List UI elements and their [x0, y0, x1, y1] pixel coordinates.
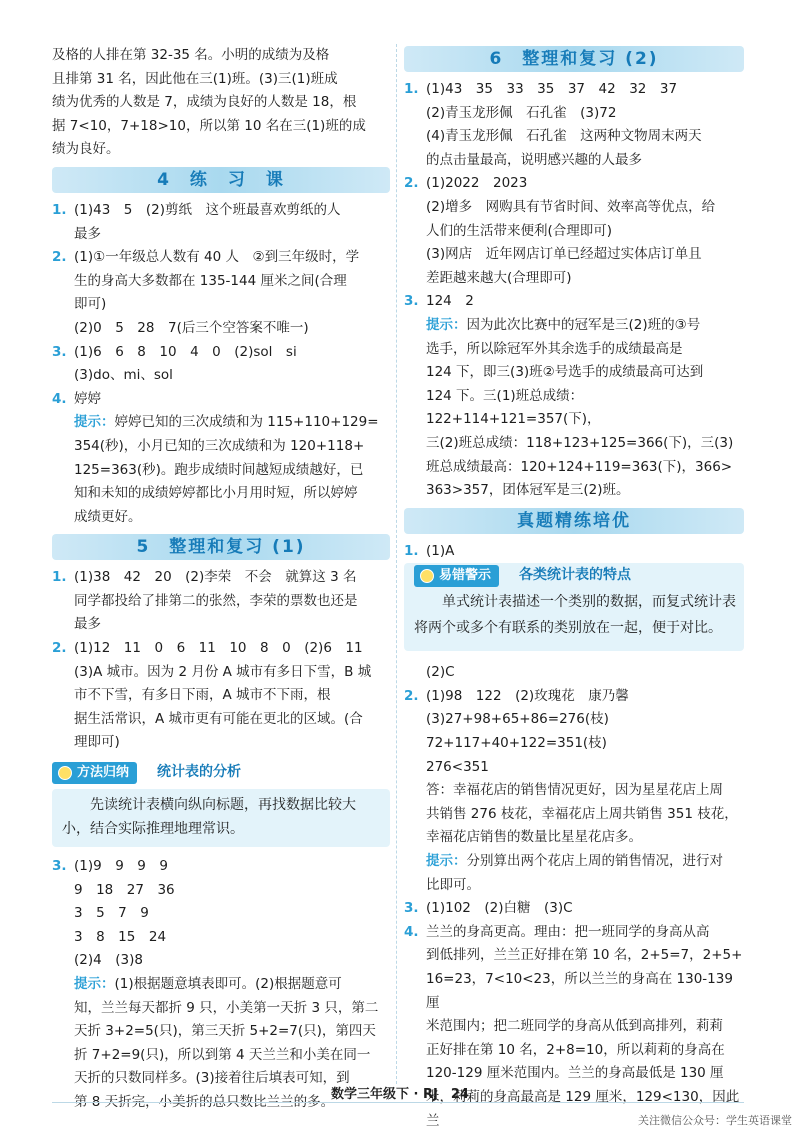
text-line: 婷婷已知的三次成绩和为 115+110+129=: [114, 414, 379, 431]
text-line: 第 8 天折完，小美折的总只数比兰兰的多。: [74, 1093, 335, 1110]
method-summary-header: [52, 761, 390, 785]
hint-label: 提示：: [426, 853, 467, 870]
text-line: (1)98 122 (2)玫瑰花 康乃馨: [426, 687, 629, 704]
text-line: 答：幸福花店的销售情况更好，因为星星花店上周: [426, 782, 723, 799]
text-line: 共销售 276 枝花，幸福花店上周共销售 351 枝花，: [426, 805, 738, 822]
column-separator: [396, 44, 397, 1084]
common-mistake-label: 易错警示: [439, 568, 492, 584]
text-line: 天折 3+2=5(只)，第三天折 5+2=7(只)，第四天: [74, 1023, 376, 1040]
text-line: 且排第 31 名，因此他在三(1)班。(3)三(1)班成: [52, 70, 338, 87]
text-line: (2)增多 网购具有节省时间、效率高等优点，给: [426, 198, 716, 215]
text-line: (1)43 35 33 35 37 42 32 37: [426, 81, 678, 97]
footer-divider: [52, 1102, 744, 1103]
text-line: 16=23，7<10<23，所以兰兰的身高在 130-139 厘: [426, 971, 733, 1011]
hint-block: [52, 411, 390, 529]
text-line: 三(2)班总成绩：118+123+125=366(下)，三(3): [426, 434, 734, 451]
question-3: [404, 897, 744, 921]
text-line: 理即可): [74, 734, 120, 751]
text-line: 9 18 27 36: [74, 881, 175, 898]
lightbulb-icon: [58, 766, 72, 780]
text-line: (3)网店 近年网店订单已经超过实体店订单且: [426, 246, 702, 263]
question-1: [52, 199, 390, 246]
text-line: (1)38 42 20 (2)李荣 不会 就算这 3 名: [74, 569, 357, 586]
text-line: 及格的人排在第 32-35 名。小明的成绩为及格: [52, 47, 330, 63]
question-1: [404, 78, 744, 172]
section-practice-title: 真题精练培优: [404, 508, 744, 534]
method-summary-title: 统计表的分析: [157, 764, 242, 781]
text-line: (3)27+98+65+86=276(枝): [426, 711, 609, 728]
method-summary-tag: [52, 762, 137, 784]
question-number: 3.: [52, 858, 67, 875]
text-line: 知和未知的成绩婷婷都比小月用时短，所以婷婷: [74, 485, 358, 502]
text-line: 即可): [74, 296, 107, 313]
section-5-title: 5 整理和复习 (1): [52, 534, 390, 560]
text-line: 同学都投给了排第二的张然，李荣的票数也还是: [74, 592, 358, 609]
question-number: 3.: [404, 293, 419, 310]
text-line: 到低排列，兰兰正好排在第 10 名，2+5=7，2+5+: [426, 947, 743, 964]
method-summary-label: 方法归纳: [77, 765, 130, 781]
question-3: [404, 290, 744, 314]
text-line: 120-129 厘米范围内。兰兰的身高最低是 130 厘: [426, 1065, 724, 1082]
question-2: [404, 172, 744, 290]
text-line: 幸福花店销售的数量比星星花店多。: [426, 829, 642, 846]
question-number: 1.: [52, 569, 67, 586]
text-line: 折 7+2=9(只)，所以到第 4 天兰兰和小美在同一: [74, 1046, 371, 1063]
text-line: 差距越来越大(合理即可): [426, 269, 572, 286]
hint-label: 提示：: [74, 976, 115, 992]
question-number: 4.: [52, 390, 67, 407]
text-line: 绩为良好。: [52, 141, 120, 158]
text-line: 据 7<10，7+18>10，所以第 10 名在三(1)班的成: [52, 117, 366, 134]
question-number: 4.: [404, 923, 419, 940]
text-line: (1)根据题意填表即可。(2)根据题意可: [114, 976, 342, 992]
common-mistake-body: 单式统计表描述一个类别的数据，而复式统计表将两个或多个有联系的类别放在一起，便于对比。: [414, 594, 736, 637]
text-line: 124 下，即三(3)班②号选手的成绩最高可达到: [426, 364, 704, 381]
section-6-title: 6 整理和复习 (2): [404, 46, 744, 72]
question-number: 3.: [404, 900, 419, 917]
text-line: 市不下雪，有多日下雨，A 城市不下雨，根: [74, 687, 331, 704]
text-line: 124 2: [426, 293, 474, 310]
text-line: (1)43 5 (2)剪纸 这个班最喜欢剪纸的人: [74, 201, 341, 218]
section-4-title: 4 练 习 课: [52, 167, 390, 193]
page-footer: 数学三年级下 · RJ 24: [331, 1087, 469, 1102]
text-line: 正好排在第 10 名，2+8=10，所以莉莉的身高在: [426, 1041, 725, 1058]
text-line: (3)do、mi、sol: [74, 367, 173, 384]
lightbulb-icon: [420, 569, 434, 583]
text-line: 276<351: [426, 758, 489, 775]
text-line: (1)9 9 9 9: [74, 858, 168, 875]
question-3: [52, 341, 390, 388]
hint-label: 提示：: [426, 316, 467, 333]
intro-paragraph: [52, 44, 390, 162]
question-number: 1.: [52, 201, 67, 218]
text-line: (2)青玉龙形佩 石孔雀 (3)72: [426, 104, 617, 121]
question-1: [52, 566, 390, 637]
text-line: 米，莉莉的身高最高是 129 厘米，129<130，因此兰: [426, 1088, 740, 1129]
question-number: 1.: [404, 542, 419, 559]
text-line: 兰兰的身高更高。理由：把一班同学的身高从高: [426, 923, 710, 940]
text-line: 3 8 15 24: [74, 928, 167, 945]
question-2: [52, 637, 390, 755]
question-number: 2.: [404, 175, 419, 192]
text-line: 班总成绩最高：120+124+119=363(下)，366>: [426, 458, 733, 475]
text-line: (1)2022 2023: [426, 175, 528, 192]
question-number: 3.: [52, 343, 67, 360]
common-mistake-title: 各类统计表的特点: [519, 567, 632, 584]
text-line: (1)102 (2)白糖 (3)C: [426, 900, 573, 917]
question-2: [52, 246, 390, 340]
text-line: 因为此次比赛中的冠军是三(2)班的③号: [466, 316, 701, 333]
text-line: 354(秒)，小月已知的三次成绩和为 120+118+: [74, 437, 365, 454]
text-line: (2)4 (3)8: [74, 952, 143, 969]
text-line: 天折的只数同样多。(3)接着往后填表可知，到: [74, 1070, 350, 1087]
text-line: 最多: [74, 616, 101, 633]
text-line: 知，兰兰每天都折 9 只，小美第一天折 3 只，第二: [74, 999, 379, 1016]
question-number: 2.: [52, 640, 67, 657]
text-line: 米范围内；把二班同学的身高从低到高排列，莉莉: [426, 1018, 723, 1035]
text-line: 363>357，团体冠军是三(2)班。: [426, 482, 630, 499]
hint-block: [404, 850, 744, 897]
text-line: (2)0 5 28 7(后三个空答案不唯一): [74, 319, 309, 336]
common-mistake-header: [414, 563, 736, 589]
watermark-text: 关注微信公众号：学生英语课堂: [638, 1114, 792, 1127]
text-line: 3 5 7 9: [74, 905, 149, 922]
text-line: (1)12 11 0 6 11 10 8 0 (2)6 11: [74, 640, 363, 657]
common-mistake-tag: [414, 565, 499, 587]
question-number: 2.: [52, 249, 67, 266]
question-2: [404, 685, 744, 850]
question-1-continued: [404, 661, 744, 685]
text-line: (1)①一年级总人数有 40 人 ②到三年级时，学: [74, 249, 360, 266]
text-line: 选手，所以除冠军外其余选手的成绩最高是: [426, 340, 683, 357]
text-line: (2)C: [426, 664, 455, 681]
hint-block: [404, 314, 744, 503]
text-line: 成绩更好。: [74, 508, 142, 525]
text-line: (1)A: [426, 542, 455, 559]
text-line: 比即可。: [426, 876, 480, 893]
text-line: 最多: [74, 225, 101, 242]
question-1: [404, 540, 744, 564]
method-summary-body: 先读统计表横向纵向标题，再找数据比较大小，结合实际推理地理常识。: [52, 789, 390, 847]
text-line: 72+117+40+122=351(枝): [426, 735, 607, 752]
text-line: 人们的生活带来便利(合理即可): [426, 222, 613, 239]
common-mistake-box: [404, 563, 744, 651]
question-4: [52, 388, 390, 412]
text-line: (1)6 6 8 10 4 0 (2)sol si: [74, 343, 297, 360]
right-column: [404, 44, 744, 1133]
question-number: 2.: [404, 687, 419, 704]
text-line: 124 下。三(1)班总成绩：122+114+121=357(下)，: [426, 387, 601, 428]
text-line: 的点击量最高，说明感兴趣的人最多: [426, 151, 642, 168]
left-column: [52, 44, 390, 1115]
hint-label: 提示：: [74, 414, 115, 431]
text-line: (4)青玉龙形佩 石孔雀 这两种文物周末两天: [426, 128, 702, 145]
text-line: 婷婷: [74, 390, 101, 407]
text-line: (3)A 城市。因为 2 月份 A 城市有多日下雪，B 城: [74, 663, 372, 680]
question-3: [52, 855, 390, 973]
question-number: 1.: [404, 81, 419, 97]
text-line: 生的身高大多数都在 135-144 厘米之间(合理: [74, 272, 347, 289]
text-line: 125=363(秒)。跑步成绩时间越短成绩越好，已: [74, 461, 364, 478]
text-line: 据生活常识，A 城市更有可能在更北的区域。(合: [74, 710, 363, 727]
text-line: 分别算出两个花店上周的销售情况，进行对: [466, 853, 723, 870]
text-line: 绩为优秀的人数是 7，成绩为良好的人数是 18，根: [52, 94, 357, 111]
